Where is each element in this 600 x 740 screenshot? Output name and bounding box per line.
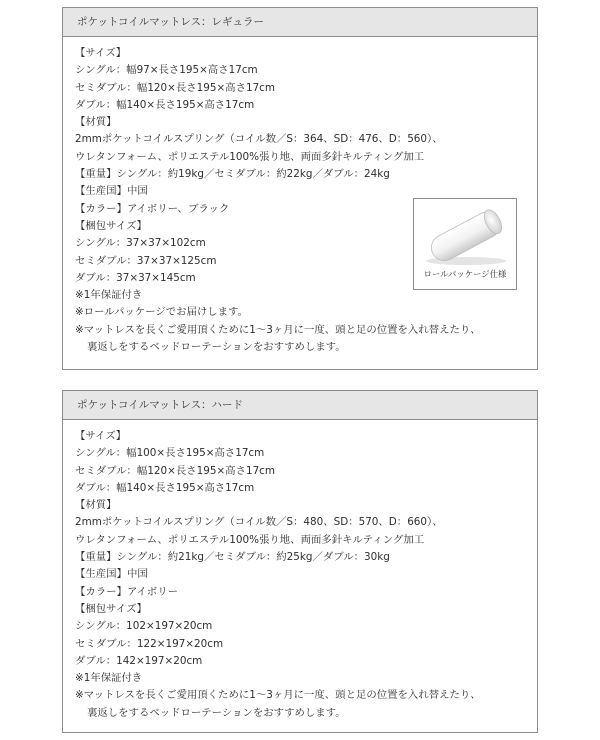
spec-card-body [63, 37, 537, 356]
spec-line: セミダブル：37×37×125cm [75, 254, 217, 267]
spec-line: 【梱包サイズ】 [75, 602, 147, 615]
spec-line: 裏返しをするベッドローテーションをおすすめします。 [87, 706, 346, 719]
spec-card-body [63, 420, 537, 722]
spec-line: ※1年保証付き [75, 672, 143, 685]
spec-line: ウレタンフォーム、ポリエステル100%張り地、両面多針キルティング加工 [75, 150, 425, 163]
spec-card-header: ポケットコイルマットレス：レギュラー [63, 8, 537, 37]
spec-line: ダブル：142×197×20cm [75, 654, 203, 667]
spec-line: 2mmポケットコイルスプリング（コイル数／S：364、SD：476、D：560）、 [75, 133, 443, 146]
rolled-mattress-image [414, 199, 518, 269]
spec-line: 【カラー】アイボリー [75, 585, 178, 598]
spec-line: ※マットレスを長くご愛用頂くために1～3ヶ月に一度、頭と足の位置を入れ替えたり、 [75, 689, 481, 702]
spec-line: シングル：102×197×20cm [75, 620, 213, 633]
spec-line: ダブル：幅140×長さ195×高さ17cm [75, 481, 255, 494]
roll-package-figure [413, 198, 517, 290]
spec-line: 【サイズ】 [75, 47, 127, 59]
spec-card-hard [62, 390, 538, 733]
spec-card-header: ポケットコイルマットレス：ハード [63, 391, 537, 420]
spec-line: 2mmポケットコイルスプリング（コイル数／S：480、SD：570、D：660）、 [75, 516, 443, 529]
spec-line: ※1年保証付き [75, 289, 143, 302]
spec-line: 【材質】 [75, 116, 117, 129]
spec-line: シングル：幅100×長さ195×高さ17cm [75, 447, 265, 460]
spec-line: セミダブル：幅120×長さ195×高さ17cm [75, 464, 276, 477]
spec-line: シングル：37×37×102cm [75, 237, 206, 250]
spec-line: ※マットレスを長くご愛用頂くために1～3ヶ月に一度、頭と足の位置を入れ替えたり、 [75, 323, 481, 336]
spec-line: 【カラー】アイボリー、ブラック [75, 202, 230, 215]
spec-line: セミダブル：幅120×長さ195×高さ17cm [75, 81, 276, 94]
spec-line: セミダブル：122×197×20cm [75, 637, 224, 650]
spec-line: 【梱包サイズ】 [75, 219, 147, 232]
spec-line: 【生産国】中国 [75, 568, 148, 581]
spec-line: ダブル：幅140×長さ195×高さ17cm [75, 98, 255, 111]
spec-line: 【重量】シングル：約21kg／セミダブル：約25kg／ダブル：30kg [75, 551, 390, 564]
spec-line: 【重量】シングル：約19kg／セミダブル：約22kg／ダブル：24kg [75, 168, 390, 181]
roll-package-caption: ロールパッケージ仕様 [423, 269, 507, 279]
spec-line: ダブル：37×37×145cm [75, 271, 196, 284]
spec-line: ※ロールパッケージでお届けします。 [75, 306, 248, 319]
spec-line: 裏返しをするベッドローテーションをおすすめします。 [87, 341, 346, 354]
spec-card-regular [62, 7, 538, 370]
spec-line: 【サイズ】 [75, 430, 127, 442]
spec-line: シングル：幅97×長さ195×高さ17cm [75, 64, 258, 77]
spec-line: ウレタンフォーム、ポリエステル100%張り地、両面多針キルティング加工 [75, 533, 425, 546]
spec-line: 【生産国】中国 [75, 185, 148, 198]
spec-line: 【材質】 [75, 499, 117, 512]
